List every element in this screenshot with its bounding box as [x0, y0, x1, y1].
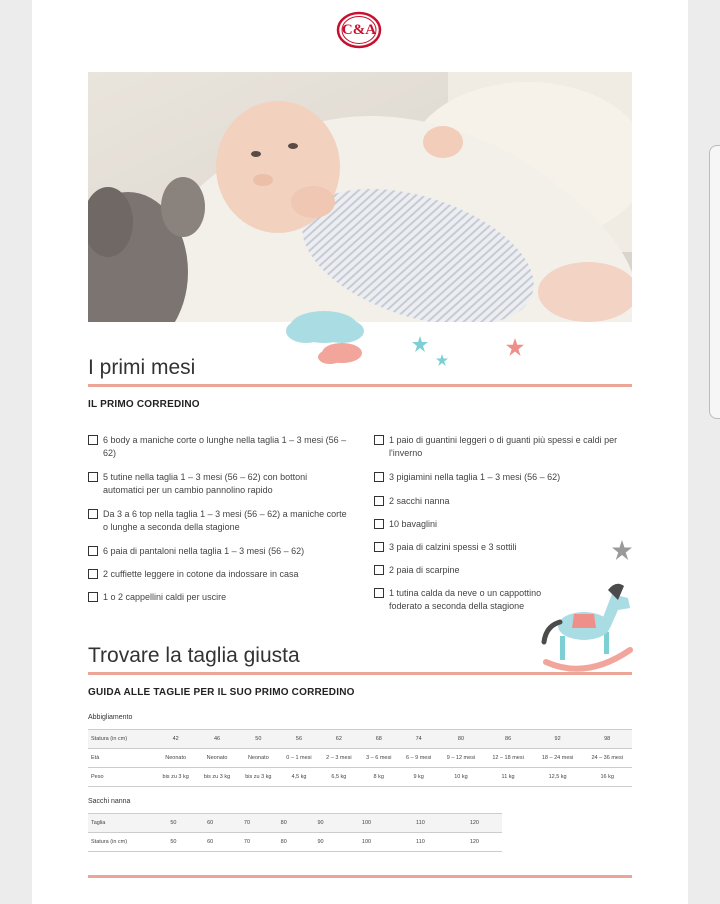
checkbox[interactable] [374, 542, 384, 552]
checkbox[interactable] [88, 592, 98, 602]
divider [88, 672, 632, 675]
section-title-primi-mesi: I primi mesi [88, 356, 196, 379]
table-row: Età Neonato Neonato Neonato 0 – 1 mesi 2 – 3 mesi 3 – 6 mesi 6 – 9 mesi 9 – 12 mesi 12 – 18 mesi 18 – 24 mesi 24 – 36 mesi [88, 749, 632, 768]
section-title-taglia: Trovare la taglia giusta [88, 644, 300, 667]
checklist-item[interactable]: 6 body a maniche corte o lunghe nella taglia 1 – 3 mesi (56 – 62) [88, 434, 348, 460]
table-row: Taglia 50 60 70 80 90 100 110 120 [88, 814, 502, 833]
table-row: Statura (in cm) 50 60 70 80 90 100 110 120 [88, 833, 502, 852]
star-icon [436, 354, 448, 366]
checklist-item[interactable]: 1 o 2 cappellini caldi per uscire [88, 591, 348, 604]
checkbox[interactable] [374, 496, 384, 506]
checklist-item[interactable]: 10 bavaglini [374, 518, 639, 531]
table-label-sacchi-nanna: Sacchi nanna [88, 798, 131, 805]
baby-photo [88, 72, 632, 322]
checkbox[interactable] [88, 435, 98, 445]
star-icon [412, 336, 428, 352]
checklist-item[interactable]: 3 paia di calzini spessi e 3 sottili [374, 541, 639, 554]
table-label-abbigliamento: Abbigliamento [88, 714, 133, 721]
logo-text: C&A [341, 21, 377, 38]
checkbox[interactable] [374, 435, 384, 445]
size-table-sleeping-bag [88, 813, 502, 852]
star-icon [506, 338, 524, 356]
checklist-item[interactable]: 6 paia di pantaloni nella taglia 1 – 3 mesi (56 – 62) [88, 545, 348, 558]
checkbox[interactable] [88, 546, 98, 556]
divider [88, 875, 632, 878]
checkbox[interactable] [88, 509, 98, 519]
checklist-item[interactable]: 2 cuffiette leggere in cotone da indossare in casa [88, 568, 348, 581]
checklist-item[interactable]: 3 pigiamini nella taglia 1 – 3 mesi (56 – 62) [374, 471, 639, 484]
divider [88, 384, 632, 387]
table-row: Peso bis zu 3 kg bis zu 3 kg bis zu 3 kg 4,5 kg 6,5 kg 8 kg 9 kg 10 kg 11 kg 12,5 kg 16 kg [88, 768, 632, 787]
checklist-item[interactable]: Da 3 a 6 top nella taglia 1 – 3 mesi (56 – 62) a maniche corte o lunghe a seconda della stagione [88, 508, 348, 534]
checkbox[interactable] [374, 472, 384, 482]
table-row: Statura (in cm) 42 46 50 56 62 68 74 80 86 92 98 [88, 730, 632, 749]
document-page [32, 0, 688, 904]
checkbox[interactable] [374, 519, 384, 529]
checklist-item[interactable]: 5 tutine nella taglia 1 – 3 mesi (56 – 62) con bottoni automatici per un cambio pannolino rapido [88, 471, 348, 497]
subheading-corredino: IL PRIMO CORREDINO [88, 399, 200, 410]
star-icon [612, 540, 632, 560]
side-scroll-handle[interactable] [709, 145, 720, 419]
size-table-clothing [88, 729, 632, 787]
checklist-item[interactable]: 2 paia di scarpine [374, 564, 639, 577]
checklist-item[interactable]: 1 tutina calda da neve o un cappottino foderato a seconda della stagione [374, 587, 554, 613]
rocking-horse-icon [538, 576, 634, 674]
checkbox[interactable] [374, 588, 384, 598]
checkbox[interactable] [374, 565, 384, 575]
cloud-icon [276, 305, 376, 365]
checkbox[interactable] [88, 569, 98, 579]
checklist-item[interactable]: 2 sacchi nanna [374, 495, 639, 508]
brand-logo [336, 10, 382, 50]
checklist-item[interactable]: 1 paio di guantini leggeri o di guanti più spessi e caldi per l'inverno [374, 434, 639, 460]
baby-illustration [88, 72, 632, 322]
subheading-guida: GUIDA ALLE TAGLIE PER IL SUO PRIMO CORREDINO [88, 687, 355, 698]
checkbox[interactable] [88, 472, 98, 482]
